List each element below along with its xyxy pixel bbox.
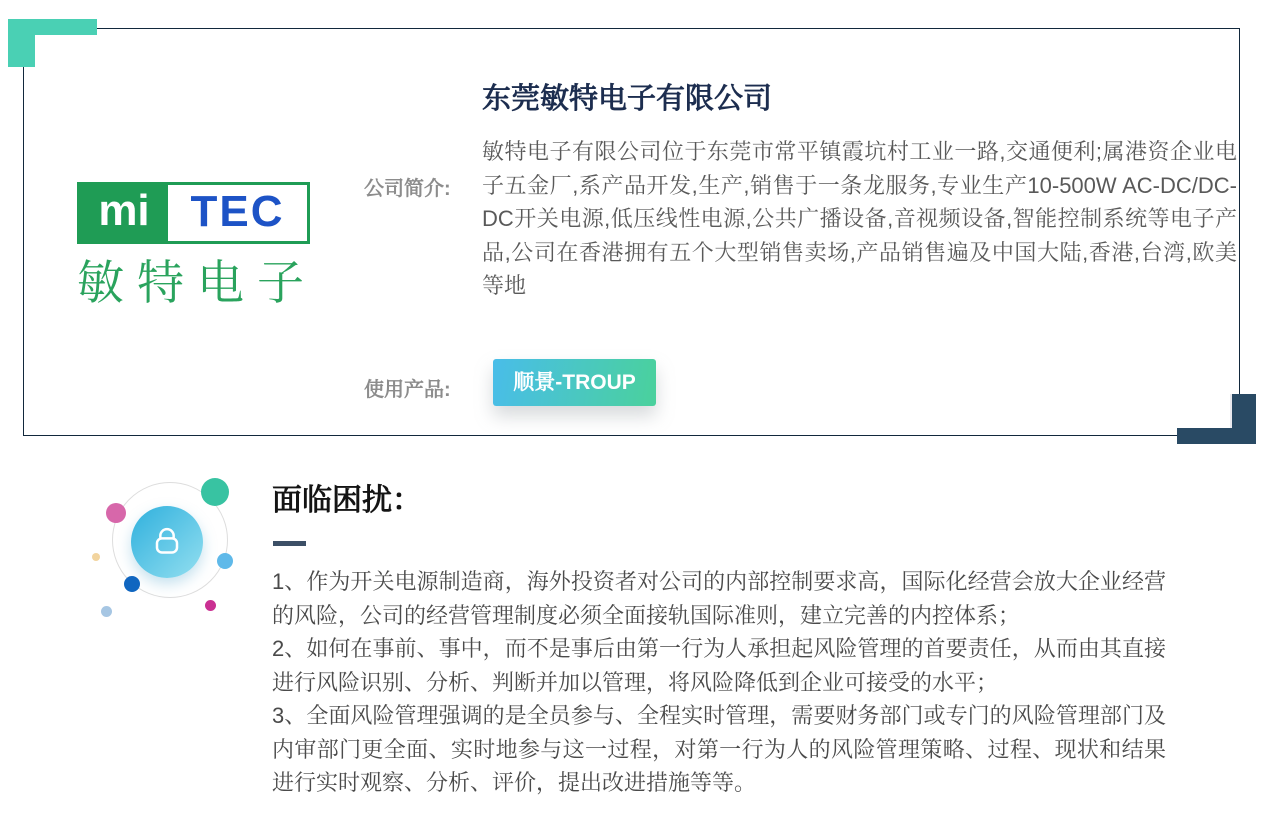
intro-label: 公司简介:: [364, 178, 451, 200]
corner-br-horizontal-bar: [1177, 428, 1256, 444]
lock-icon: [147, 520, 187, 565]
decor-dot-pink: [106, 503, 126, 523]
corner-decoration-top-left: [8, 19, 97, 67]
troubles-list: [272, 565, 1166, 800]
decor-dot-dark-blue: [124, 576, 140, 592]
logo-tec-text: TEC: [190, 187, 285, 236]
decor-dot-pale-blue: [101, 606, 112, 617]
heading-underline: [273, 541, 306, 546]
product-button[interactable]: 顺景-TROUP: [493, 359, 656, 406]
decor-dot-beige: [92, 553, 100, 561]
decor-dot-light-blue: [217, 553, 233, 569]
product-label: 使用产品:: [364, 379, 451, 401]
lock-circle: [131, 506, 203, 578]
decor-dot-magenta: [205, 600, 216, 611]
decor-dot-teal: [201, 478, 229, 506]
company-title: 东莞敏特电子有限公司: [482, 83, 773, 115]
company-card: [23, 28, 1240, 436]
logo-chinese-text: 敏特电子: [77, 256, 317, 309]
troubles-heading: 面临困扰：: [272, 484, 422, 517]
trouble-item-1: 1、作为开关电源制造商，海外投资者对公司的内部控制要求高，国际化经营会放大企业经营的风险，公司的经营管理制度必须全面接轨国际准则，建立完善的内控体系；: [272, 569, 1166, 628]
trouble-item-3: 3、全面风险管理强调的是全员参与、全程实时管理，需要财务部门或专门的风险管理部门及内审部门更全面、实时地参与这一过程，对第一行为人的风险管理策略、过程、现状和结果进行实时观察、分析、评价，提出改进措施等等。: [272, 703, 1166, 795]
logo-mi-text: mi: [80, 185, 168, 241]
intro-text: 敏特电子有限公司位于东莞市常平镇霞坑村工业一路,交通便利;属港资企业电子五金厂,系产品开发,生产,销售于一条龙服务,专业生产10-500W AC-DC/DC-DC开关电源,低压线性电源,公共广播设备,音视频设备,智能控制系统等电子产品,公司在香港拥有五个大型销售卖场,产品销售遍及中国大陆,香港,台湾,欧美等地: [482, 139, 1237, 298]
trouble-item-2: 2、如何在事前、事中，而不是事后由第一行为人承担起风险管理的首要责任，从而由其直接进行风险识别、分析、判断并加以管理，将风险降低到企业可接受的水平；: [272, 636, 1166, 695]
corner-tl-vertical-bar: [8, 19, 35, 67]
lock-illustration: [85, 460, 265, 630]
corner-decoration-bottom-right: [1177, 394, 1256, 444]
company-logo: [77, 182, 310, 244]
